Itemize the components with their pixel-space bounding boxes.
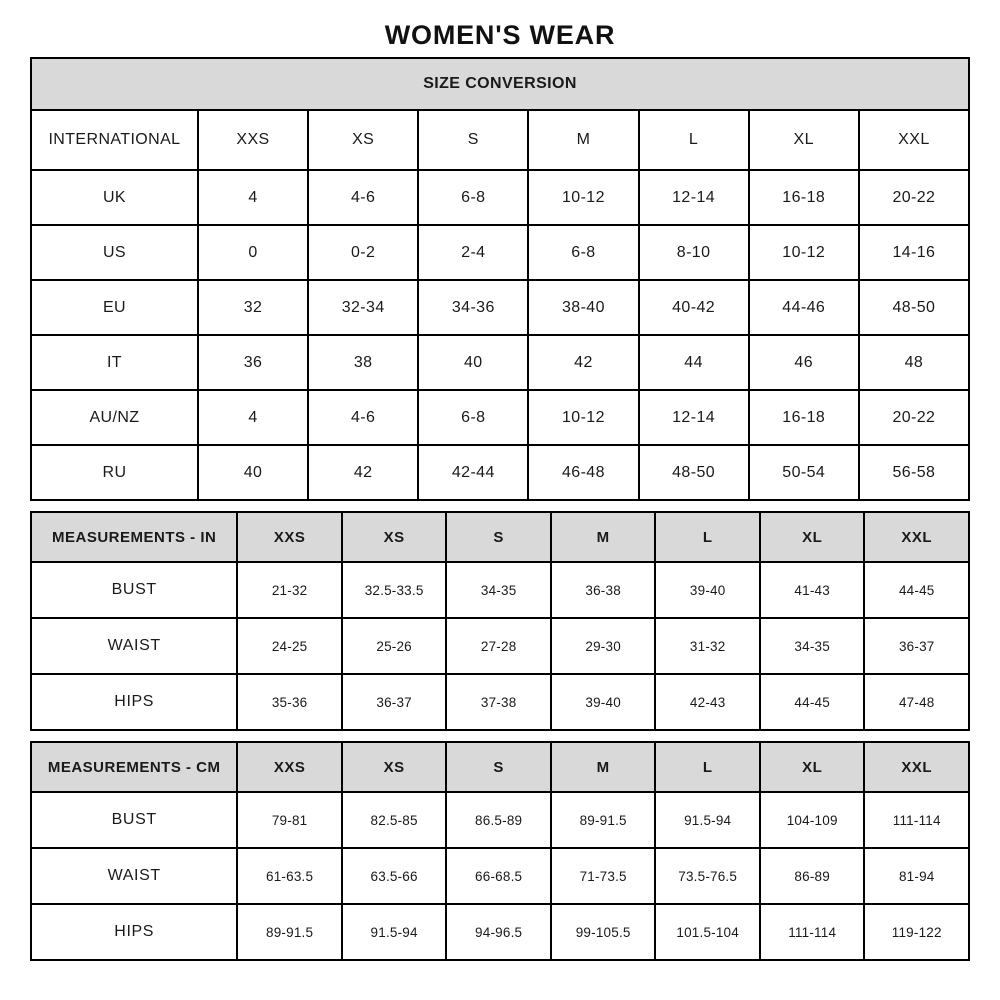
size-value: 38 [308,335,418,390]
size-value: 46 [749,335,859,390]
measurement-value: 119-122 [864,904,969,960]
size-value: 42 [308,445,418,500]
column-header-size: XXS [198,110,308,170]
measurements-cm-table [30,741,970,961]
size-value: 48-50 [859,280,969,335]
table-row [31,58,969,110]
measurement-value: 27-28 [446,618,551,674]
measurement-value: 89-91.5 [237,904,342,960]
measurement-value: 34-35 [760,618,865,674]
measurement-value: 32.5-33.5 [342,562,447,618]
column-header-size: XS [308,110,418,170]
table-header-row [31,110,969,170]
measurements-in-table-body [31,512,969,730]
measurement-value: 86.5-89 [446,792,551,848]
measurement-value: 61-63.5 [237,848,342,904]
measurement-value: 31-32 [655,618,760,674]
measurements-in-table [30,511,970,731]
measurement-value: 21-32 [237,562,342,618]
measurement-label: BUST [31,562,237,618]
size-conversion-table [30,57,970,501]
size-value: 16-18 [749,170,859,225]
size-value: 4 [198,170,308,225]
column-header-size: XS [342,512,447,562]
size-value: 40-42 [639,280,749,335]
column-header-size: M [551,512,656,562]
region-label: RU [31,445,198,500]
table-header-row [31,512,969,562]
measurement-value: 24-25 [237,618,342,674]
table-row [31,618,969,674]
measurement-value: 94-96.5 [446,904,551,960]
measurement-label: WAIST [31,618,237,674]
measurement-value: 25-26 [342,618,447,674]
size-value: 0-2 [308,225,418,280]
measurement-value: 37-38 [446,674,551,730]
size-value: 6-8 [528,225,638,280]
column-header-size: XXS [237,512,342,562]
size-value: 4-6 [308,170,418,225]
size-value: 12-14 [639,390,749,445]
measurement-value: 99-105.5 [551,904,656,960]
measurement-value: 36-37 [342,674,447,730]
table-row [31,335,969,390]
size-value: 8-10 [639,225,749,280]
measurement-value: 73.5-76.5 [655,848,760,904]
measurement-label: HIPS [31,904,237,960]
column-header-size: XXL [864,512,969,562]
measurement-value: 29-30 [551,618,656,674]
measurement-value: 39-40 [655,562,760,618]
size-value: 48-50 [639,445,749,500]
measurements-cm-table-body [31,742,969,960]
size-value: 2-4 [418,225,528,280]
table-row [31,280,969,335]
column-header-size: XL [749,110,859,170]
size-value: 10-12 [528,170,638,225]
measurement-value: 81-94 [864,848,969,904]
size-value: 32 [198,280,308,335]
size-conversion-table-body [31,58,969,500]
measurement-value: 79-81 [237,792,342,848]
column-header-size: M [528,110,638,170]
measurement-value: 36-37 [864,618,969,674]
size-value: 0 [198,225,308,280]
measurement-value: 44-45 [760,674,865,730]
measurements-table-title: MEASUREMENTS - CM [31,742,237,792]
measurement-value: 111-114 [864,792,969,848]
size-value: 56-58 [859,445,969,500]
column-header-size: XS [342,742,447,792]
region-label: UK [31,170,198,225]
column-header-size: S [418,110,528,170]
column-header-international: INTERNATIONAL [31,110,198,170]
size-value: 4 [198,390,308,445]
size-value: 38-40 [528,280,638,335]
column-header-size: XXS [237,742,342,792]
size-value: 40 [418,335,528,390]
size-value: 40 [198,445,308,500]
size-value: 32-34 [308,280,418,335]
column-header-size: XL [760,512,865,562]
size-value: 36 [198,335,308,390]
region-label: EU [31,280,198,335]
size-value: 6-8 [418,170,528,225]
measurement-value: 36-38 [551,562,656,618]
table-row [31,390,969,445]
measurement-value: 104-109 [760,792,865,848]
measurement-value: 111-114 [760,904,865,960]
table-header-row [31,742,969,792]
column-header-size: L [655,512,760,562]
measurement-label: WAIST [31,848,237,904]
table-row [31,225,969,280]
measurement-value: 41-43 [760,562,865,618]
table-row [31,674,969,730]
size-value: 10-12 [749,225,859,280]
table-row [31,792,969,848]
measurement-value: 82.5-85 [342,792,447,848]
size-value: 48 [859,335,969,390]
measurement-value: 86-89 [760,848,865,904]
region-label: IT [31,335,198,390]
table-row [31,562,969,618]
size-value: 44-46 [749,280,859,335]
measurement-value: 42-43 [655,674,760,730]
size-conversion-title: SIZE CONVERSION [31,58,969,110]
measurement-value: 89-91.5 [551,792,656,848]
measurement-value: 34-35 [446,562,551,618]
measurement-value: 91.5-94 [655,792,760,848]
size-value: 10-12 [528,390,638,445]
table-row [31,170,969,225]
column-header-size: L [655,742,760,792]
region-label: US [31,225,198,280]
column-header-size: XXL [864,742,969,792]
column-header-size: S [446,742,551,792]
size-value: 42-44 [418,445,528,500]
size-value: 4-6 [308,390,418,445]
measurement-value: 47-48 [864,674,969,730]
column-header-size: M [551,742,656,792]
column-header-size: L [639,110,749,170]
size-value: 34-36 [418,280,528,335]
size-value: 20-22 [859,170,969,225]
size-value: 20-22 [859,390,969,445]
measurement-value: 66-68.5 [446,848,551,904]
size-value: 50-54 [749,445,859,500]
table-row [31,445,969,500]
table-row [31,848,969,904]
column-header-size: S [446,512,551,562]
measurements-table-title: MEASUREMENTS - IN [31,512,237,562]
page-title: WOMEN'S WEAR [384,19,616,50]
measurement-value: 63.5-66 [342,848,447,904]
measurement-value: 44-45 [864,562,969,618]
size-value: 14-16 [859,225,969,280]
size-value: 46-48 [528,445,638,500]
measurement-value: 39-40 [551,674,656,730]
size-value: 12-14 [639,170,749,225]
measurement-value: 101.5-104 [655,904,760,960]
measurement-label: BUST [31,792,237,848]
column-header-size: XL [760,742,865,792]
size-value: 44 [639,335,749,390]
table-row [31,904,969,960]
region-label: AU/NZ [31,390,198,445]
column-header-size: XXL [859,110,969,170]
measurement-value: 35-36 [237,674,342,730]
size-value: 42 [528,335,638,390]
size-value: 16-18 [749,390,859,445]
size-value: 6-8 [418,390,528,445]
measurement-label: HIPS [31,674,237,730]
measurement-value: 71-73.5 [551,848,656,904]
measurement-value: 91.5-94 [342,904,447,960]
